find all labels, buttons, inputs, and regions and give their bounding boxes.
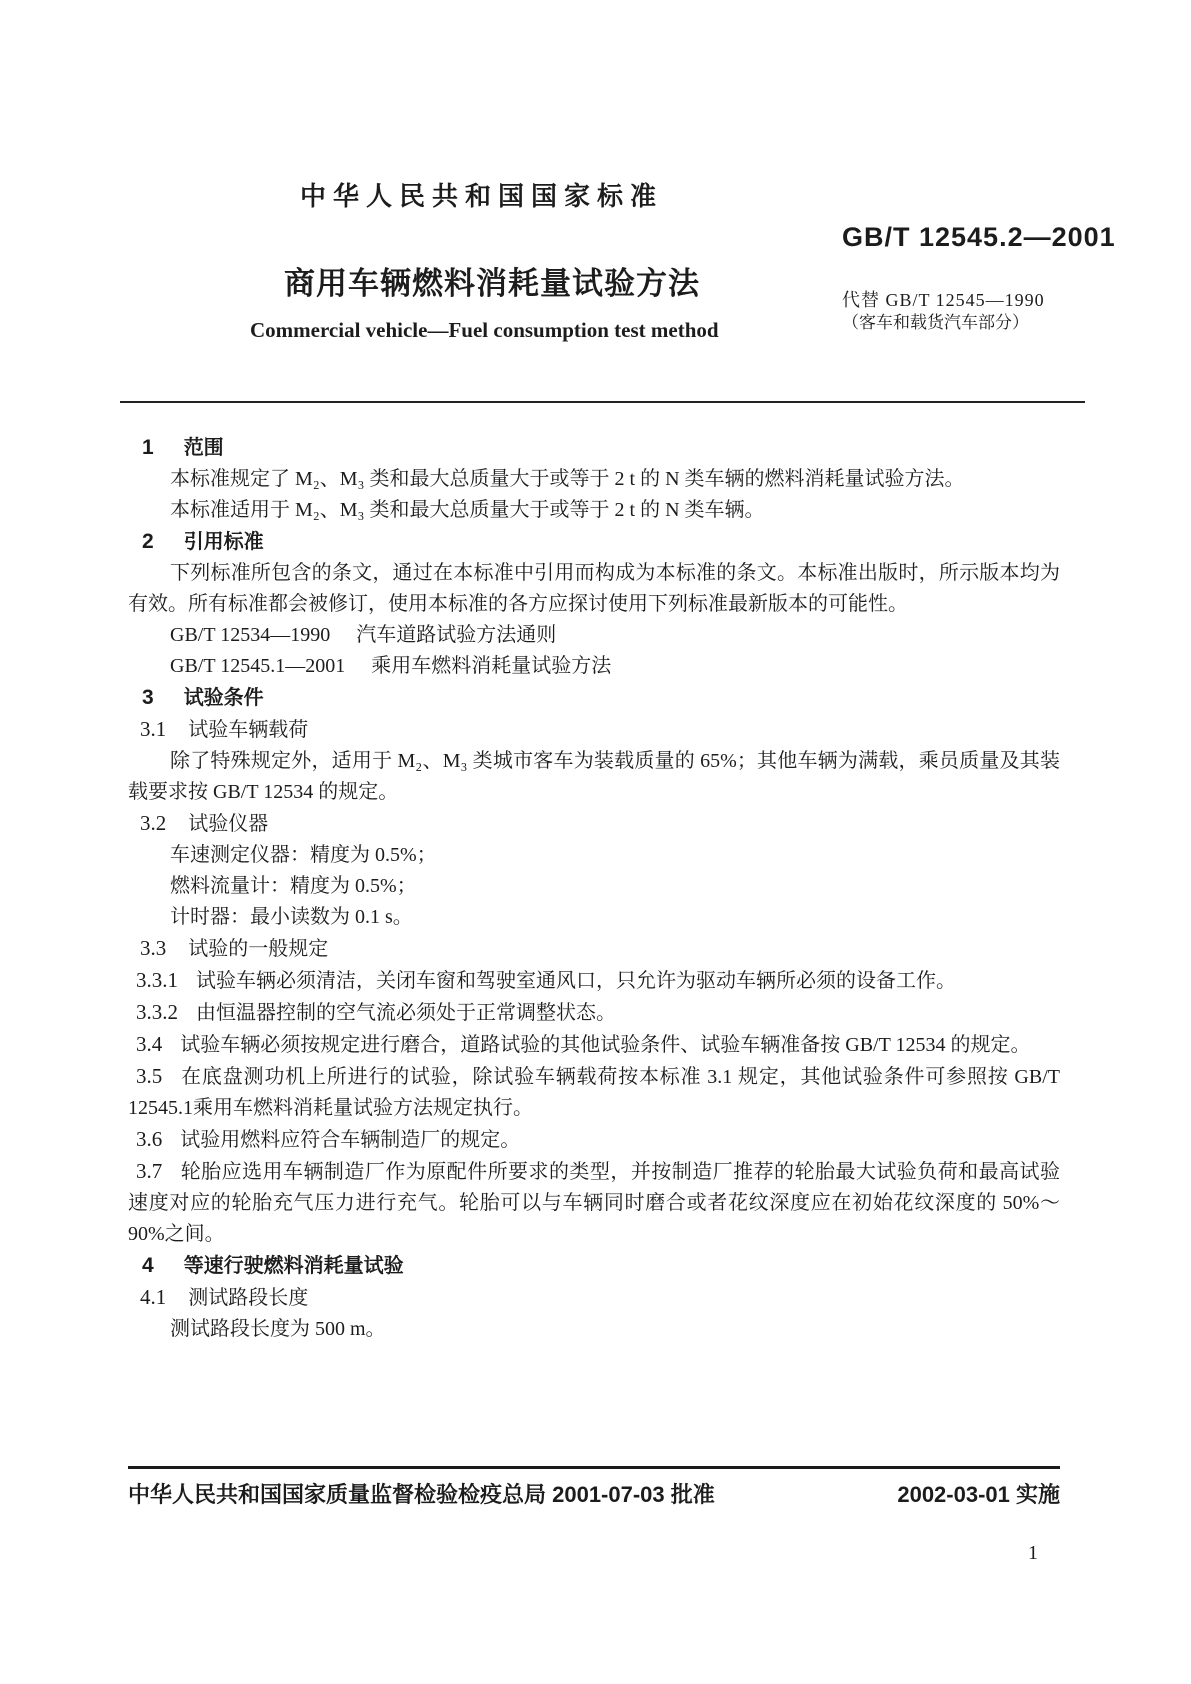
footer-rule	[128, 1466, 1060, 1469]
section-heading-references	[128, 526, 1060, 558]
clause	[128, 1061, 1060, 1124]
clause	[128, 965, 1060, 997]
clause-text: 在底盘测功机上所进行的试验，除试验车辆载荷按本标准 3.1 规定，其他试验条件可参照按 GB/T 12545.1乘用车燃料消耗量试验方法规定执行。	[128, 1066, 1060, 1119]
subsection-heading	[128, 808, 1060, 840]
clause-text: 由恒温器控制的空气流必须处于正常调整状态。	[196, 1002, 616, 1024]
subsection-number: 3.1	[140, 717, 167, 741]
clause	[128, 997, 1060, 1029]
clause-number: 3.3.2	[136, 1000, 178, 1024]
clause-number: 3.3.1	[136, 968, 178, 992]
implementation-date: 2002-03-01 实施	[897, 1482, 1060, 1507]
clause	[128, 1124, 1060, 1156]
section-number: 1	[142, 436, 154, 459]
replaces-note: 代替 GB/T 12545—1990	[842, 290, 1045, 310]
instrument-item: 车速测定仪器：精度为 0.5%；	[170, 844, 437, 866]
subsection-heading	[128, 933, 1060, 965]
section-number: 4	[142, 1254, 154, 1277]
clause	[128, 1156, 1060, 1250]
subsection-number: 3.2	[140, 811, 167, 835]
paragraph: 本标准规定了 M₂、M₃ 类和最大总质量大于或等于 2 t 的 N 类车辆的燃料消耗量试验方法。	[170, 468, 965, 490]
national-standard-label: 中华人民共和国国家标准	[300, 181, 664, 211]
document-title-en: Commercial vehicle—Fuel consumption test method	[250, 318, 719, 342]
paragraph: 本标准适用于 M₂、M₃ 类和最大总质量大于或等于 2 t 的 N 类车辆。	[170, 499, 765, 521]
section-heading-scope	[128, 432, 1060, 464]
subsection-heading	[128, 1282, 1060, 1314]
instrument-item: 燃料流量计：精度为 0.5%；	[170, 875, 417, 897]
clause-number: 3.6	[136, 1127, 163, 1151]
paragraph: 除了特殊规定外，适用于 M₂、M₃ 类城市客车为装载质量的 65%；其他车辆为满载，乘员质量及其装载要求按 GB/T 12534 的规定。	[128, 750, 1060, 803]
paragraph: 下列标准所包含的条文，通过在本标准中引用而构成为本标准的条文。本标准出版时，所示版本均为有效。所有标准都会被修订，使用本标准的各方应探讨使用下列标准最新版本的可能性。	[128, 562, 1060, 615]
paragraph: 测试路段长度为 500 m。	[170, 1318, 386, 1340]
subsection-number: 3.3	[140, 936, 167, 960]
section-title: 引用标准	[183, 531, 264, 553]
clause-number: 3.5	[136, 1064, 163, 1088]
section-number: 2	[142, 530, 154, 553]
section-title: 范围	[183, 437, 224, 459]
instrument-item: 计时器：最小读数为 0.1 s。	[170, 906, 413, 928]
section-heading-test-conditions	[128, 682, 1060, 714]
subsection-title: 试验车辆载荷	[188, 719, 309, 741]
header-rule	[120, 401, 1085, 403]
approval-statement: 中华人民共和国国家质量监督检验检疫总局 2001-07-03 批准	[128, 1482, 715, 1507]
subsection-title: 试验的一般规定	[188, 938, 329, 960]
standard-code: GB/T 12545.2—2001	[842, 222, 1116, 252]
document-title-cn: 商用车辆燃料消耗量试验方法	[284, 266, 700, 301]
clause-number: 3.4	[136, 1032, 163, 1056]
section-title: 试验条件	[183, 687, 264, 709]
clause-number: 3.7	[136, 1159, 163, 1183]
subsection-number: 4.1	[140, 1285, 167, 1309]
reference-item	[128, 620, 1060, 651]
reference-title: 乘用车燃料消耗量试验方法	[371, 655, 612, 677]
section-number: 3	[142, 686, 154, 709]
reference-code: GB/T 12545.1—2001	[170, 655, 346, 677]
replaces-scope-note: （客车和载货汽车部分）	[842, 313, 1029, 332]
page-number: 1	[1028, 1542, 1038, 1564]
reference-title: 汽车道路试验方法通则	[356, 624, 557, 646]
clause-text: 轮胎应选用车辆制造厂作为原配件所要求的类型，并按制造厂推荐的轮胎最大试验负荷和最高试验速度对应的轮胎充气压力进行充气。轮胎可以与车辆同时磨合或者花纹深度应在初始花纹深度的 50%～90%之间。	[128, 1161, 1060, 1245]
subsection-heading	[128, 714, 1060, 746]
subsection-title: 试验仪器	[188, 813, 269, 835]
document-body	[128, 432, 1060, 1345]
clause-text: 试验用燃料应符合车辆制造厂的规定。	[180, 1129, 521, 1151]
clause	[128, 1029, 1060, 1061]
clause-text: 试验车辆必须清洁，关闭车窗和驾驶室通风口，只允许为驱动车辆所必须的设备工作。	[196, 970, 956, 992]
section-title: 等速行驶燃料消耗量试验	[183, 1255, 404, 1277]
clause-text: 试验车辆必须按规定进行磨合，道路试验的其他试验条件、试验车辆准备按 GB/T 12534 的规定。	[180, 1034, 1031, 1056]
subsection-title: 测试路段长度	[188, 1287, 309, 1309]
section-heading-constant-speed-test	[128, 1250, 1060, 1282]
reference-item	[128, 651, 1060, 682]
reference-code: GB/T 12534—1990	[170, 624, 331, 646]
